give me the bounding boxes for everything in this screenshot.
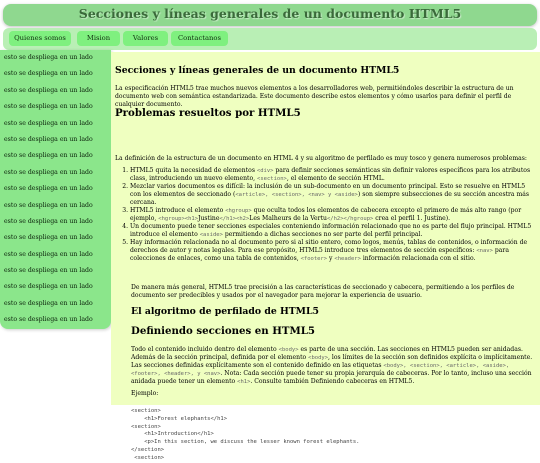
list-item: 5. Hay información relacionada no al documento pero si al sitio entero, como logos, menús, tablas de contenidos, o información de derechos de autor y notas legales. Para ese propósito, HTML5 introduce tres elementos de sección específicos: <nav> para colecciones de enlaces, como una tabla de contenidos, <footer> y <header> información relacionada con el sitio. [130, 239, 533, 263]
sidebar-item: esto se despliega en un lado [4, 299, 93, 307]
nav-contactanos[interactable]: Contactanos [171, 31, 228, 46]
top-nav [3, 28, 537, 50]
sidebar-item: esto se despliega en un lado [4, 283, 93, 291]
sidebar-item: esto se despliega en un lado [4, 168, 93, 176]
code-fragment: <body>, <section>, <article>, <aside>, <footer>, <header>, y <nav> [131, 363, 510, 377]
code-fragment: <hgroup> [225, 208, 252, 214]
intro-paragraph: La especificación HTML5 trae muchos nuevos elementos a los desarrolladores web, permitiéndoles describir la estructura de un documento web con semántica estandarizada. Este documento describe estos elementos y cómo usarlos para definir el perfil de cualquier documento. [115, 85, 514, 108]
code-fragment: <hgroup><h1> [158, 216, 199, 222]
page-header [3, 4, 537, 26]
nav-mision[interactable]: Mision [77, 31, 120, 46]
code-example: <section> <h1>Forest elephants</h1> <section> <h1>Introduction</h1> <p>In this section, we discuss the lesser known forest elephants. </section> <section> [131, 408, 360, 461]
sidebar [0, 50, 111, 329]
code-fragment: <footer> [300, 256, 328, 262]
code-fragment: <article>, <section>, <nav> y <aside> [235, 192, 358, 198]
code-fragment: <nav> [476, 248, 493, 254]
list-item: 3. HTML5 introduce el elemento <hgroup> que oculta todos los elementos de cabecera excepto el primero de más alto rango (por ejemplo, <hgroup><h1>Justine</h1><h2>Les Malheurs de la Vertu</h2></hgroup> crea el perfil 1. Justine). [130, 207, 533, 223]
code-fragment: <section> [257, 176, 287, 182]
sidebar-item: esto se despliega en un lado [4, 152, 93, 160]
sections-heading: Definiendo secciones en HTML5 [131, 325, 315, 337]
sidebar-item: esto se despliega en un lado [4, 54, 93, 61]
sidebar-item: esto se despliega en un lado [4, 217, 93, 225]
problems-list [115, 167, 533, 263]
sidebar-item: esto se despliega en un lado [4, 119, 93, 127]
list-item: 2. Mezclar varios documentos es difícil: la inclusión de un sub-documento en un documento principal. Esto se resuelve en HTML5 con los elementos de seccionado (<article>, <section>, <nav> y <aside>) son siempre subsecciones de su sección ancestra más cercana. [130, 183, 533, 207]
sidebar-item: esto se despliega en un lado [4, 250, 93, 258]
main-content [111, 52, 540, 461]
nav-quienes-somos[interactable]: Quienes somos [9, 31, 71, 46]
sections-paragraph: Todo el contenido incluido dentro del elemento <body> es parte de una sección. Las secciones en HTML5 pueden ser anidadas. Además de la sección principal, definida por el elemento <body>, los límites de la sección son definidos explícita o implícitamente. Las secciones definidas explícitamente son el contenido definido en las etiquetas <body>, <section>, <article>, <aside>, <footer>, <header>, y <nav>. Nota: Cada sección puede tener su propia jerarquía de cabeceras. Por lo tanto, incluso una sección anidada puede tener un elemento <h1>. Consulte también Definiendo cabeceras en HTML5. [131, 346, 533, 385]
code-fragment: <h1> [237, 379, 251, 385]
problems-intro: La definición de la estructura de un documento en HTML 4 y su algoritmo de perfilado es muy tosco y genera numerosos problemas: [115, 155, 527, 162]
sidebar-item: esto se despliega en un lado [4, 70, 93, 78]
nav-valores[interactable]: Valores [123, 31, 168, 46]
algorithm-heading: El algoritmo de perfilado de HTML5 [131, 306, 319, 317]
sidebar-item: esto se despliega en un lado [4, 135, 93, 143]
code-fragment: <aside> [199, 232, 223, 238]
list-item: 4. Un documento puede tener secciones especiales conteniendo información relacionado que no es parte del flujo principal. HTML5 introduce el elemento <aside> permitiendo a dichas secciones no ser parte del perfil principal. [130, 223, 533, 239]
article-title: Secciones y líneas generales de un documento HTML5 [115, 65, 400, 76]
list-item: 1. HTML5 quita la necesidad de elementos <div> para definir secciones semánticas sin definir valores específicos para los atributos class, introduciendo un nuevo elemento, <section>, el elemento de sección HTML. [130, 167, 533, 183]
closing-paragraph: De manera más general, HTML5 trae precisión a las características de seccionado y cabecera, permitiendo a los perfiles de documento ser predecibles y usados por el navegador para mejorar la experiencia de usuario. [131, 284, 515, 299]
site-title: Secciones y líneas generales de un documento HTML5 [78, 6, 462, 21]
code-fragment: <body> [308, 355, 329, 361]
code-fragment: <div> [256, 168, 274, 174]
sidebar-item: esto se despliega en un lado [4, 201, 93, 209]
example-label: Ejemplo: [131, 390, 159, 397]
problems-heading: Problemas resueltos por HTML5 [115, 107, 301, 119]
sidebar-item: esto se despliega en un lado [4, 316, 93, 324]
code-fragment: <header> [334, 256, 361, 262]
sidebar-item: esto se despliega en un lado [4, 185, 93, 193]
code-fragment: </h2></hgroup> [326, 216, 374, 222]
code-fragment: </h1><h2> [219, 216, 250, 222]
sidebar-item: esto se despliega en un lado [4, 234, 93, 242]
sidebar-item: esto se despliega en un lado [4, 86, 93, 94]
sidebar-item: esto se despliega en un lado [4, 267, 93, 275]
code-fragment: <body> [278, 347, 299, 353]
sidebar-item: esto se despliega en un lado [4, 103, 93, 111]
